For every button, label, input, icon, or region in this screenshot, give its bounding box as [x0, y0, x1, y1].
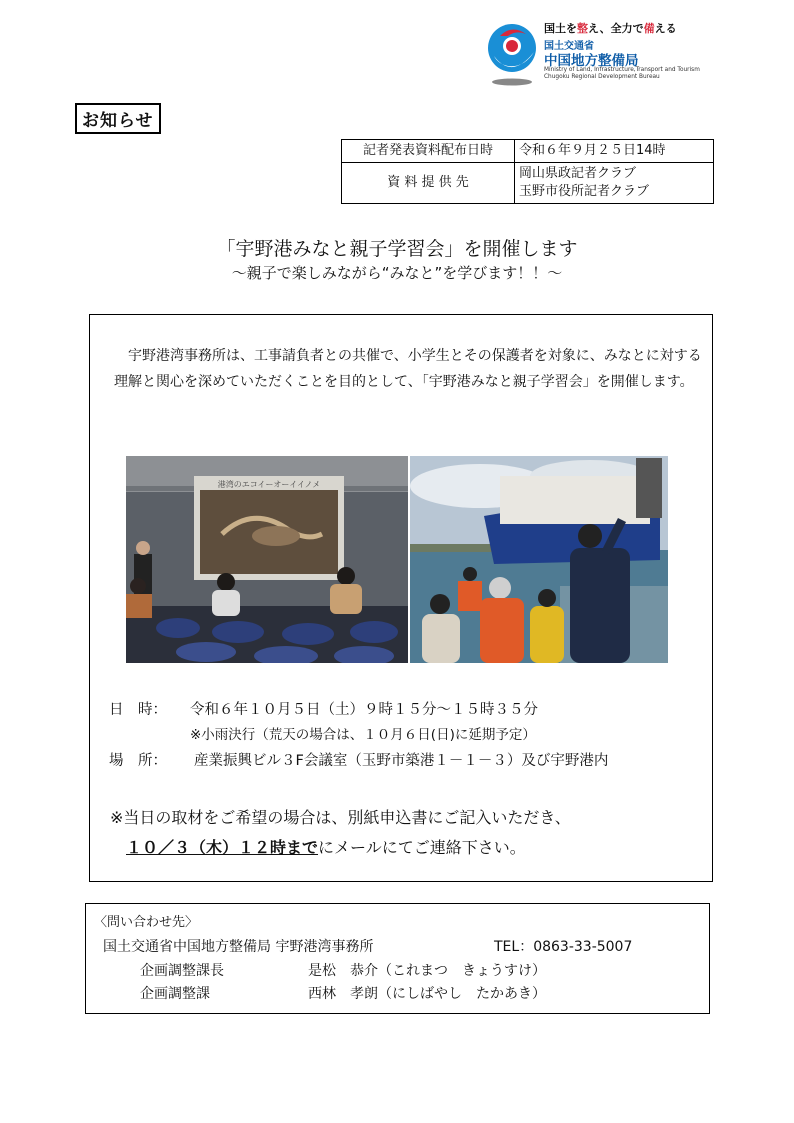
page-title: 「宇野港みなと親子学習会」を開催します — [216, 238, 578, 260]
contact-org: 国土交通省中国地方整備局 宇野港湾事務所 — [103, 939, 374, 955]
table-row — [342, 163, 714, 204]
recipient-label: 資 料 提 供 先 — [342, 163, 515, 204]
boat-tour-photo — [410, 456, 668, 663]
seminar-photo — [126, 456, 408, 663]
intro-paragraph: 宇野港湾事務所は、工事請負者との共催で、小学生とその保護者を対象に、みなとに対する理解と関心を深めていただくことを目的として、「宇野港みなと親子学習会」を開催します。 — [114, 348, 702, 390]
press-note-line1: ※当日の取材をご希望の場合は、別紙申込書にご記入いただき、 — [110, 808, 571, 827]
logo — [486, 18, 726, 90]
svg-text:港湾のエコイーオーイイノメ: 港湾のエコイーオーイイノメ — [217, 480, 321, 489]
press-deadline: １０／３（木）１２時まで — [126, 838, 319, 857]
distribution-date-label: 記者発表資料配布日時 — [342, 140, 515, 163]
contact-person-name: 西林 孝朗（にしばやし たかあき） — [308, 986, 546, 1002]
press-release-info-table — [341, 139, 714, 204]
contact-person-title: 企画調整課長 — [140, 963, 224, 979]
slogan: 国土を整え、全力で備える — [544, 22, 677, 35]
bureau-logo-icon — [486, 22, 542, 86]
org-bureau: 中国地方整備局 — [544, 53, 639, 69]
page-subtitle: ～親子で楽しみながら“みなと”を学びます！！～ — [231, 264, 563, 282]
distribution-date-value: 令和６年９月２５日14時 — [515, 140, 714, 163]
date-label: 日 時： — [109, 702, 167, 718]
contact-heading: 〈問い合わせ先〉 — [94, 915, 199, 930]
place-label: 場 所： — [109, 753, 167, 769]
date-note: ※小雨決行（荒天の場合は、１０月６日(日)に延期予定） — [190, 727, 536, 743]
contact-tel: TEL：0863-33-5007 — [494, 939, 633, 955]
org-ministry: 国土交通省 — [544, 41, 594, 52]
org-english: Ministry of Land, Infrastructure,Transport and Tourism Chugoku Regional Development Bureau — [544, 67, 700, 80]
date-value: 令和６年１０月５日（土）９時１５分～１５時３５分 — [190, 702, 538, 718]
table-row — [342, 140, 714, 163]
notice-label: お知らせ — [75, 103, 161, 134]
press-note-line2: １０／３（木）１２時までにメールにてご連絡下さい。 — [126, 838, 526, 857]
contact-person-title: 企画調整課 — [140, 986, 210, 1002]
contact-person-name: 是松 恭介（これまつ きょうすけ） — [308, 963, 546, 979]
recipient-values: 岡山県政記者クラブ 玉野市役所記者クラブ — [515, 163, 714, 204]
place-value: 産業振興ビル３F会議室（玉野市築港１－１－３）及び宇野港内 — [194, 753, 609, 769]
photos — [126, 456, 668, 663]
